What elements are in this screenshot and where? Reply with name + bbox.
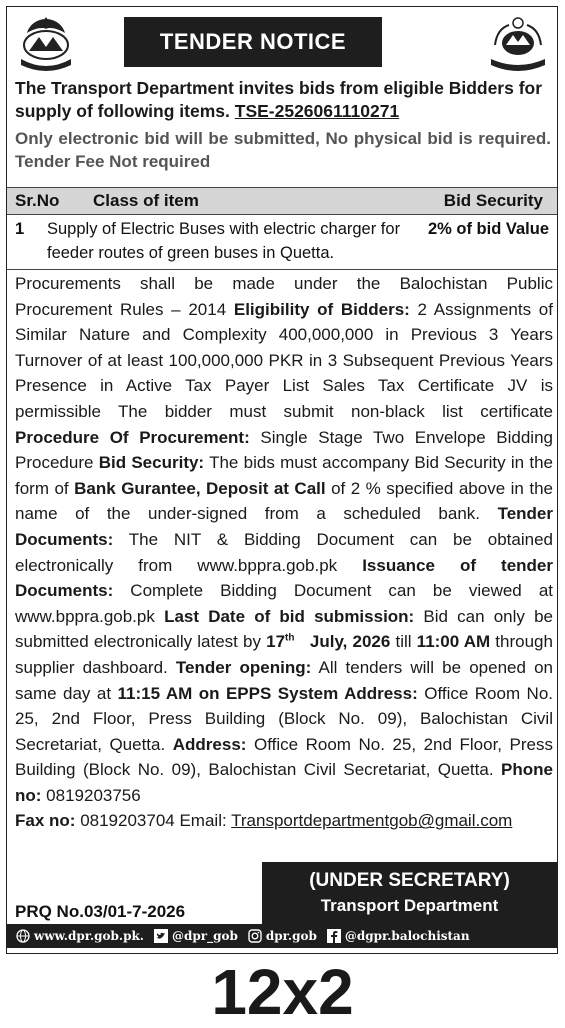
col-sr-no: Sr.No [15, 191, 60, 210]
opening-text: All tenders will be opened on same day at [15, 657, 553, 703]
issuance-heading: Issuance of tender Documents: [15, 555, 554, 601]
fax-number: 0819203704 Email: [80, 811, 227, 831]
col-bid-security: Bid Security [443, 191, 543, 210]
bid-security-text-2: of 2 % specified above in the name of the under-signed from a scheduled bank. [15, 478, 553, 524]
row-security: 2% of bid Value [427, 220, 549, 238]
procedure-heading: Procedure Of Procurement: [15, 427, 250, 447]
bid-security-text: The bids must accompany Bid Security in the form of [15, 453, 553, 498]
table-row [7, 215, 557, 267]
facebook-text: @dgpr.balochistan [344, 929, 470, 943]
instagram-text: dpr.gob [265, 929, 317, 943]
facebook-icon [327, 929, 341, 943]
footer-twitter[interactable] [154, 929, 238, 943]
row-item: Supply of Electric Buses with electric charger for feeder routes of green buses in Quetta. [47, 220, 401, 262]
col-class-of-item: Class of item [93, 191, 199, 210]
ad-size-label: 12x2 [211, 956, 354, 1028]
address-heading: Address: [172, 734, 247, 754]
prq-number: PRQ No.03/01-7-2026 [15, 902, 186, 921]
tse-number: TSE-2526061110271 [234, 101, 400, 121]
opening-time: 11:15 AM on EPPS System Address: [117, 683, 418, 703]
phone-heading: Phone no: [15, 760, 553, 805]
page-title: TENDER NOTICE [124, 17, 382, 67]
intro-text [15, 77, 551, 123]
footer-website[interactable] [16, 929, 144, 943]
date-day: 17 [266, 632, 286, 652]
instagram-icon [248, 929, 262, 943]
date-suffix: th [285, 632, 295, 644]
twitter-text: @dpr_gob [172, 929, 238, 943]
signatory-department: Transport Department [320, 896, 499, 915]
tender-docs-heading: Tender Documents: [15, 504, 553, 549]
balochistan-emblem-left [15, 15, 77, 73]
notice-body [15, 271, 553, 834]
address-1: Office Room No. 25, 2nd Floor, Press Building (Block No. 09), Balochistan Civil Secretariat, Quetta. [15, 683, 554, 754]
table-divider [7, 269, 557, 270]
procurement-rules: Procurements shall be made under the Balochistan Public Procurement Rules – 2014 [15, 274, 553, 319]
bid-security-heading: Bid Security: [98, 453, 205, 473]
email-link[interactable]: Transportdepartmentgob@gmail.com [231, 811, 513, 831]
submission-note: Only electronic bid will be submitted, No physical bid is required. Tender Fee Not required [15, 129, 551, 171]
last-date-text: Bid can only be submitted electronically latest by [15, 606, 553, 652]
tender-notice [6, 6, 558, 954]
issuance-text: Complete Bidding Document can be viewed at www.bppra.gob.pk [15, 581, 553, 626]
table-header [7, 187, 557, 215]
signature-block [262, 862, 557, 928]
balochistan-emblem-right [487, 15, 549, 73]
last-date-text-2: through supplier dashboard. [15, 632, 553, 677]
intro-sentence: The Transport Department invites bids from eligible Bidders for supply of following items. [15, 78, 543, 121]
footer-instagram[interactable] [248, 929, 317, 943]
website-text: www.dpr.gob.pk. [34, 929, 144, 943]
signatory-title: (UNDER SECRETARY) [309, 870, 510, 891]
procedure-text: Single Stage Two Envelope Bidding Procedure [15, 427, 553, 473]
deadline-time: 11:00 AM [416, 632, 491, 652]
fax-heading: Fax no: [15, 811, 76, 831]
tender-docs-text: The NIT & Bidding Document can be obtained electronically from www.bppra.gob.pk [15, 529, 553, 575]
eligibility-text: 2 Assignments of Similar Nature and Complexity 400,000,000 in Previous 3 Years Turnover of at least 100,000,000 PKR in 3 Subsequent Previous Years Presence in Active Tax Payer List Sales Tax Certificate JV is permissible The bidder must submit non-black list certificate [15, 299, 553, 421]
globe-icon [16, 929, 30, 943]
date-month-year: July, 2026 [309, 632, 391, 652]
row-sr: 1 [15, 220, 25, 238]
footer-facebook[interactable] [327, 929, 470, 943]
eligibility-heading: Eligibility of Bidders: [233, 299, 410, 319]
footer-bar [6, 924, 558, 948]
phone-number: 0819203756 [46, 785, 141, 805]
last-date-heading: Last Date of bid submission: [164, 606, 415, 626]
twitter-icon [154, 929, 168, 943]
address-2: Office Room No. 25, 2nd Floor, Press Building (Block No. 09), Balochistan Civil Secretariat, Quetta. [15, 734, 553, 780]
opening-heading: Tender opening: [175, 657, 312, 677]
bank-guarantee: Bank Gurantee, Deposit at Call [74, 478, 326, 498]
till-word: till [395, 632, 412, 652]
